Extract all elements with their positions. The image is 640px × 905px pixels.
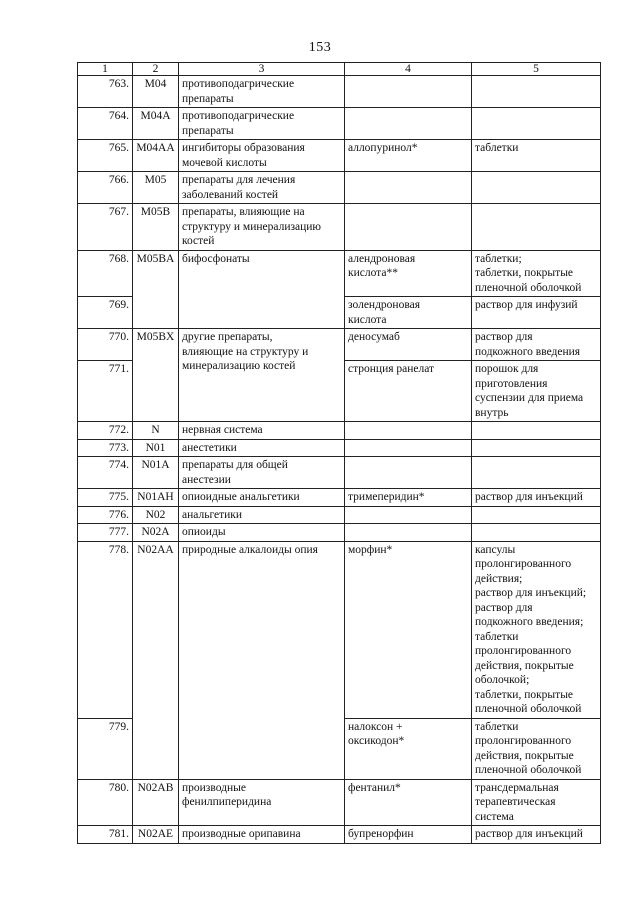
dosage-form: раствор для инфузий [472, 297, 601, 329]
dosage-form: раствор для подкожного введения [472, 329, 601, 361]
substance-name [345, 76, 472, 108]
row-number: 776. [78, 506, 133, 524]
dosage-form: раствор для инъекций [472, 489, 601, 507]
dosage-form [472, 457, 601, 489]
group-name: опиоиды [179, 524, 345, 542]
row-number: 767. [78, 204, 133, 251]
substance-name: бупренорфин [345, 826, 472, 844]
dosage-form [472, 422, 601, 440]
column-header: 1 [78, 63, 133, 76]
dosage-form: таблетки [472, 140, 601, 172]
group-name: анестетики [179, 439, 345, 457]
atc-code: N02AB [133, 779, 179, 826]
table-row [78, 439, 601, 457]
atc-code: M04A [133, 108, 179, 140]
dosage-form [472, 76, 601, 108]
group-name: производные фенилпиперидина [179, 779, 345, 826]
table-row [78, 422, 601, 440]
column-header: 3 [179, 63, 345, 76]
dosage-form [472, 204, 601, 251]
substance-name [345, 204, 472, 251]
table-row [78, 76, 601, 108]
atc-code: N01A [133, 457, 179, 489]
atc-code: N [133, 422, 179, 440]
row-number: 775. [78, 489, 133, 507]
substance-name: аллопуринол* [345, 140, 472, 172]
dosage-form [472, 172, 601, 204]
table-row [78, 329, 601, 361]
group-name: нервная система [179, 422, 345, 440]
group-name: противоподагрические препараты [179, 108, 345, 140]
dosage-form: таблетки; таблетки, покрытые пленочной оболочкой [472, 250, 601, 297]
row-number: 768. [78, 250, 133, 297]
column-header: 5 [472, 63, 601, 76]
row-number: 777. [78, 524, 133, 542]
table-row [78, 524, 601, 542]
row-number: 765. [78, 140, 133, 172]
table-row [78, 204, 601, 251]
column-header: 4 [345, 63, 472, 76]
atc-code: N02A [133, 524, 179, 542]
group-name: другие препараты, влияющие на структуру и минерализацию костей [179, 329, 345, 422]
substance-name: тримеперидин* [345, 489, 472, 507]
row-number: 778. [78, 541, 133, 718]
atc-code: M05BA [133, 250, 179, 329]
substance-name [345, 524, 472, 542]
row-number: 771. [78, 361, 133, 422]
row-number: 781. [78, 826, 133, 844]
row-number: 772. [78, 422, 133, 440]
atc-code: N01AH [133, 489, 179, 507]
dosage-form [472, 439, 601, 457]
dosage-form: раствор для инъекций [472, 826, 601, 844]
dosage-form: капсулы пролонгированного действия; раствор для инъекций; раствор для подкожного введения; таблетки пролонгированного действия, покрытые оболочкой; таблетки, покрытые пленочной оболочкой [472, 541, 601, 718]
group-name: производные орипавина [179, 826, 345, 844]
substance-name [345, 172, 472, 204]
table-row [78, 506, 601, 524]
atc-code: M05B [133, 204, 179, 251]
table-row [78, 457, 601, 489]
substance-name: стронция ранелат [345, 361, 472, 422]
row-number: 780. [78, 779, 133, 826]
row-number: 769. [78, 297, 133, 329]
drug-list-table [77, 62, 601, 844]
row-number: 774. [78, 457, 133, 489]
table-row [78, 250, 601, 297]
dosage-form [472, 506, 601, 524]
substance-name: налоксон + оксикодон* [345, 718, 472, 779]
dosage-form [472, 524, 601, 542]
substance-name: фентанил* [345, 779, 472, 826]
group-name: препараты для лечения заболеваний костей [179, 172, 345, 204]
group-name: препараты для общей анестезии [179, 457, 345, 489]
atc-code: N01 [133, 439, 179, 457]
atc-code: M05BX [133, 329, 179, 422]
column-header: 2 [133, 63, 179, 76]
row-number: 764. [78, 108, 133, 140]
group-name: противоподагрические препараты [179, 76, 345, 108]
row-number: 766. [78, 172, 133, 204]
group-name: природные алкалоиды опия [179, 541, 345, 779]
atc-code: N02 [133, 506, 179, 524]
atc-code: M05 [133, 172, 179, 204]
dosage-form: таблетки пролонгированного действия, покрытые пленочной оболочкой [472, 718, 601, 779]
table-row [78, 140, 601, 172]
atc-code: M04 [133, 76, 179, 108]
substance-name: золендроновая кислота [345, 297, 472, 329]
group-name: опиоидные анальгетики [179, 489, 345, 507]
group-name: анальгетики [179, 506, 345, 524]
page-number: 153 [308, 40, 332, 55]
substance-name [345, 506, 472, 524]
table-row [78, 489, 601, 507]
row-number: 779. [78, 718, 133, 779]
table-header-row [78, 63, 601, 76]
table-row [78, 826, 601, 844]
dosage-form: порошок для приготовления суспензии для приема внутрь [472, 361, 601, 422]
table-row [78, 108, 601, 140]
row-number: 770. [78, 329, 133, 361]
dosage-form [472, 108, 601, 140]
substance-name [345, 108, 472, 140]
group-name: ингибиторы образования мочевой кислоты [179, 140, 345, 172]
substance-name: деносумаб [345, 329, 472, 361]
table-row [78, 779, 601, 826]
substance-name: алендроновая кислота** [345, 250, 472, 297]
atc-code: N02AA [133, 541, 179, 779]
atc-code: M04AA [133, 140, 179, 172]
atc-code: N02AE [133, 826, 179, 844]
dosage-form: трансдермальная терапевтическая система [472, 779, 601, 826]
substance-name: морфин* [345, 541, 472, 718]
substance-name [345, 422, 472, 440]
substance-name [345, 457, 472, 489]
table-row [78, 541, 601, 718]
row-number: 773. [78, 439, 133, 457]
group-name: бифосфонаты [179, 250, 345, 329]
group-name: препараты, влияющие на структуру и минерализацию костей [179, 204, 345, 251]
substance-name [345, 439, 472, 457]
row-number: 763. [78, 76, 133, 108]
table-row [78, 172, 601, 204]
